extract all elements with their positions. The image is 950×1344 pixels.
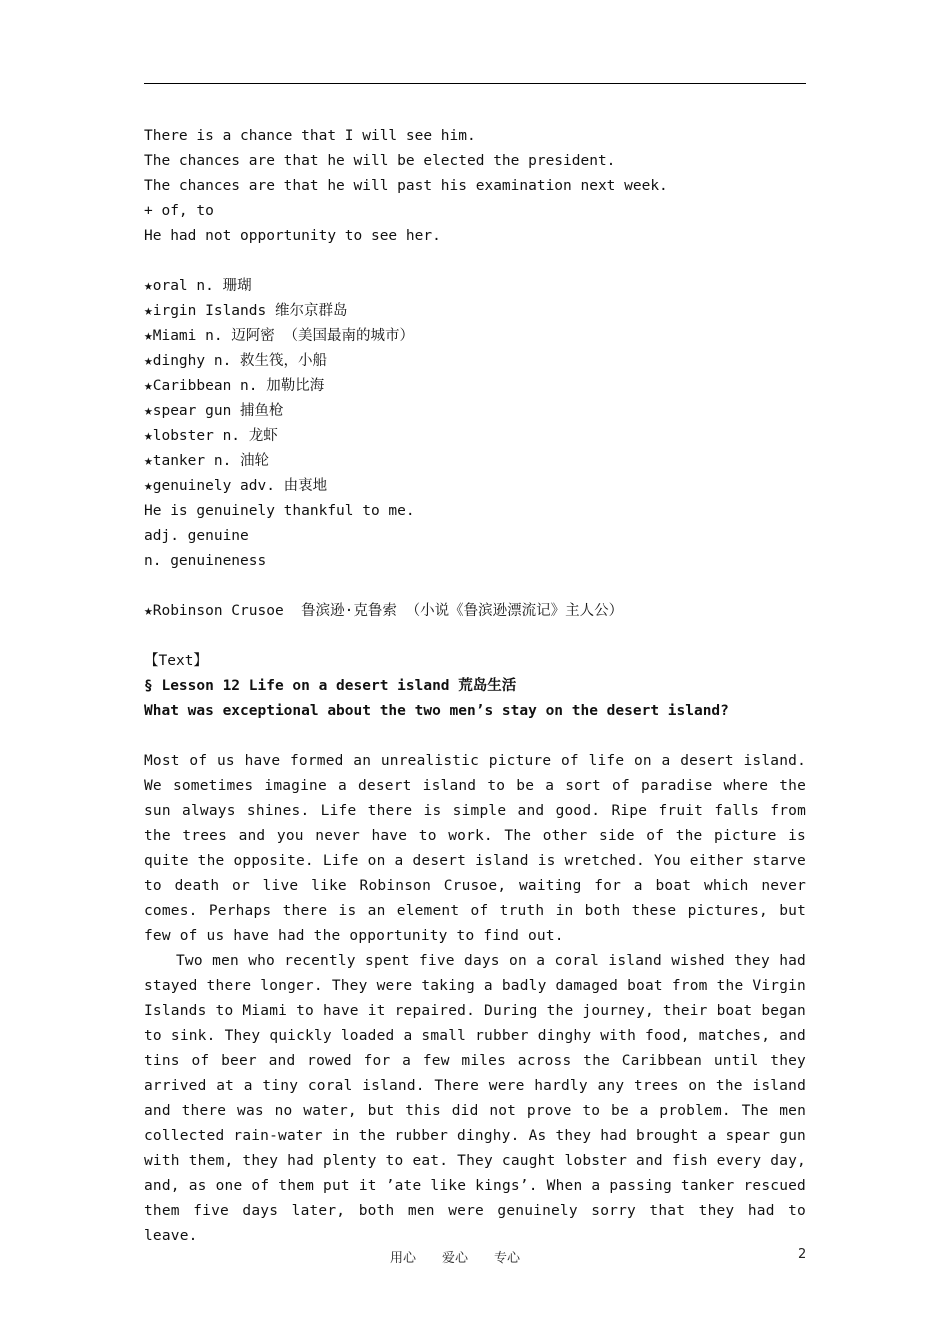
lesson-title: § Lesson 12 Life on a desert island 荒岛生活	[144, 678, 517, 694]
example-sentence: He had not opportunity to see her.	[144, 228, 441, 244]
vocab-item: ★Robinson Crusoe 鲁滨逊·克鲁索 （小说《鲁滨逊漂流记》主人公）	[144, 603, 624, 619]
vocab-item: ★Miami n. 迈阿密 （美国最南的城市）	[144, 328, 415, 344]
example-sentence: He is genuinely thankful to me.	[144, 503, 415, 519]
header-rule	[144, 83, 806, 84]
footer-motto: 用心 爱心 专心	[390, 1251, 521, 1266]
text-paragraph: Most of us have formed an unrealistic picture of life on a desert island. We sometimes imagine a desert island to be a sort of paradise where the sun always shines. Life there is simple and good. Ripe fruit falls from the trees and you never have to work. The other side of the picture is quite the opposite. Life on a desert island is wretched. You either starve to death or live like Robinson Crusoe, waiting for a boat which never comes. Perhaps there is an element of truth in both these pictures, but few of us have had the opportunity to find out.	[144, 753, 806, 944]
example-sentence: The chances are that he will be elected the president.	[144, 153, 616, 169]
spacer	[144, 724, 806, 749]
preposition-note: + of, to	[144, 203, 214, 219]
word-form: adj. genuine	[144, 528, 249, 544]
section-label: 【Text】	[144, 653, 208, 669]
page-footer	[0, 1247, 950, 1267]
spacer	[144, 249, 806, 274]
spacer	[144, 574, 806, 599]
vocab-item: ★genuinely adv. 由衷地	[144, 478, 328, 494]
example-sentence: The chances are that he will past his examination next week.	[144, 178, 668, 194]
spacer	[144, 624, 806, 649]
example-sentence: There is a chance that I will see him.	[144, 128, 476, 144]
vocab-item: ★Caribbean n. 加勒比海	[144, 378, 325, 394]
vocab-item: ★irgin Islands 维尔京群岛	[144, 303, 348, 319]
vocab-item: ★oral n. 珊瑚	[144, 278, 252, 294]
vocab-item: ★tanker n. 油轮	[144, 453, 270, 469]
page-content	[144, 124, 806, 1249]
word-form: n. genuineness	[144, 553, 267, 569]
page-number: 2	[798, 1247, 807, 1262]
vocab-item: ★spear gun 捕鱼枪	[144, 403, 284, 419]
vocab-item: ★dinghy n. 救生筏，小船	[144, 353, 328, 369]
text-paragraph: Two men who recently spent five days on a coral island wished they had stayed there longer. They were taking a badly damaged boat from the Virgin Islands to Miami to have it repaired. During the journey, their boat began to sink. They quickly loaded a small rubber dinghy with food, matches, and tins of beer and rowed for a few miles across the Caribbean until they arrived at a tiny coral island. There were hardly any trees on the island and there was no water, but this did not prove to be a problem. The men collected rain-water in the rubber dinghy. As they had brought a spear gun with them, they had plenty to eat. They caught lobster and fish every day, and, as one of them put it ’ate like kings’. When a passing tanker rescued them five days later, both men were genuinely sorry that they had to leave.	[144, 953, 806, 1244]
vocab-item: ★lobster n. 龙虾	[144, 428, 278, 444]
lesson-question: What was exceptional about the two men’s stay on the desert island?	[144, 703, 729, 719]
